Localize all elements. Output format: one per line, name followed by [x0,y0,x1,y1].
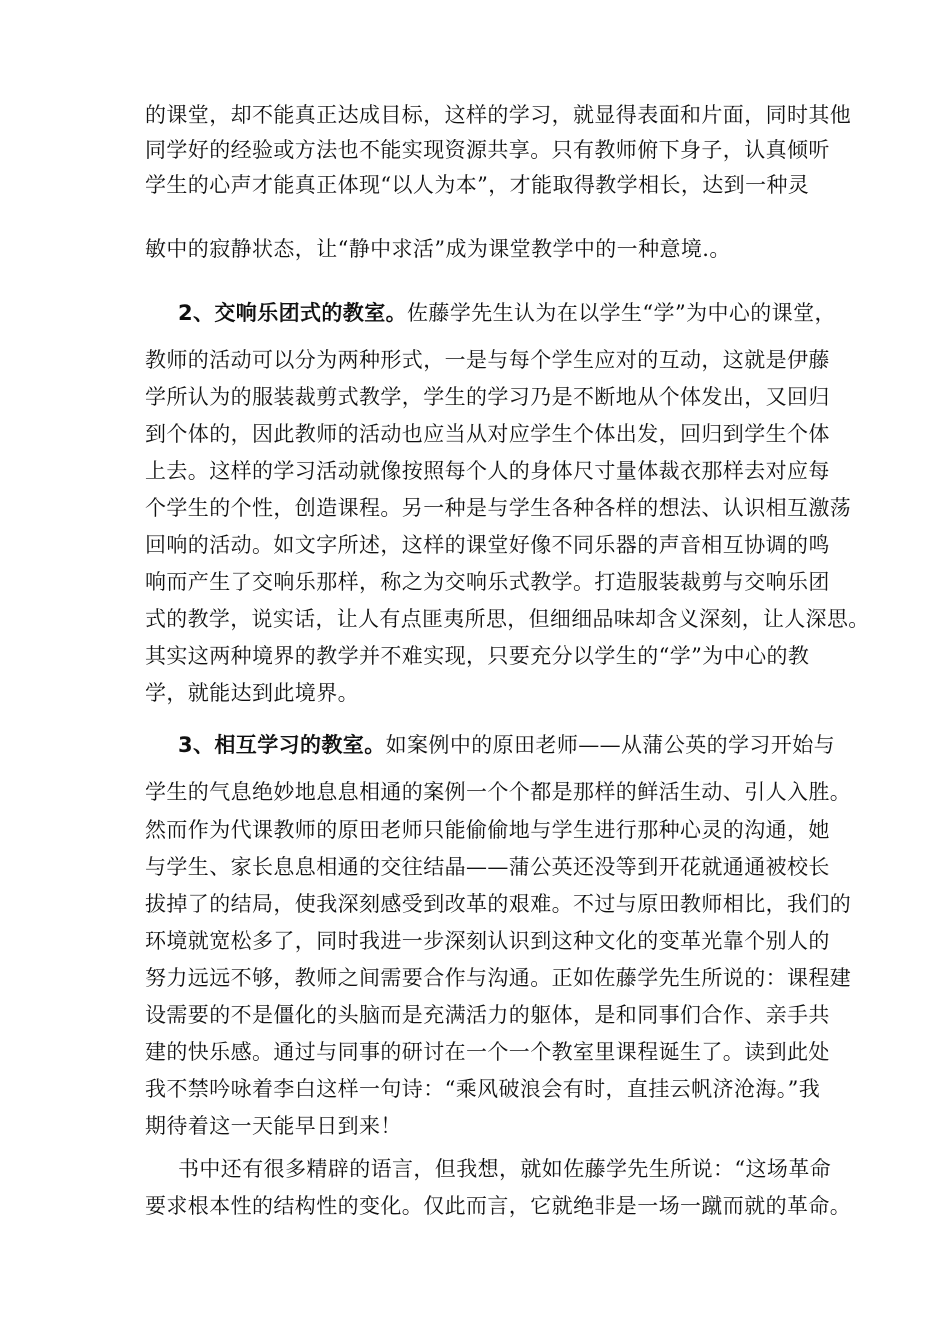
text-line: 努力远远不够，教师之间需要合作与沟通。正如佐藤学先生所说的：课程建 [145,966,852,990]
text-line: 的课堂，却不能真正达成目标，这样的学习，就显得表面和片面，同时其他 [145,103,852,127]
text-line: 学生的气息绝妙地息息相通的案例一个个都是那样的鲜活生动、引人入胜。 [145,780,852,804]
text-line: 敏中的寂静状态，让“静中求活”成为课堂教学中的一种意境.。 [145,237,731,261]
text-line: 学所认为的服装裁剪式教学，学生的学习乃是不断地从个体发出，又回归 [145,385,830,409]
text-line: 其实这两种境界的教学并不难实现，只要充分以学生的“学”为中心的教 [145,644,810,668]
text-line: 要求根本性的结构性的变化。仅此而言，它就绝非是一场一蹴而就的革命。 [145,1194,852,1218]
text-line: 设需要的不是僵化的头脑而是充满活力的躯体，是和同事们合作、亲手共 [145,1003,830,1027]
text-line: 上去。这样的学习活动就像按照每个人的身体尺寸量体裁衣那样去对应每 [145,459,830,483]
text-line: 教师的活动可以分为两种形式，一是与每个学生应对的互动，这就是伊藤 [145,348,830,372]
text-line: 期待着这一天能早日到来！ [145,1114,402,1138]
text-line: 学生的心声才能真正体现“以人为本”，才能取得教学相长，达到一种灵 [145,173,810,197]
section-heading: 3、相互学习的教室。 [178,733,386,757]
text-line: 式的教学，说实话，让人有点匪夷所思，但细细品味却含义深刻，让人深思。 [145,607,870,631]
section-heading-line [178,298,836,328]
text-span: 如案例中的原田老师——从蒲公英的学习开始与 [385,733,836,757]
text-line: 同学好的经验或方法也不能实现资源共享。只有教师俯下身子，认真倾听 [145,138,830,162]
section-heading-line [178,730,835,760]
text-line: 与学生、家长息息相通的交往结晶——蒲公英还没等到开花就通通被校长 [145,855,830,879]
text-line: 建的快乐感。通过与同事的研讨在一个一个教室里课程诞生了。读到此处 [145,1040,830,1064]
text-line: 到个体的，因此教师的活动也应当从对应学生个体出发，回归到学生个体 [145,422,830,446]
text-line: 我不禁吟咏着李白这样一句诗：“乘风破浪会有时，直挂云帆济沧海。”我 [145,1077,821,1101]
text-line: 学，就能达到此境界。 [145,681,359,705]
text-line: 个学生的个性，创造课程。另一种是与学生各种各样的想法、认识相互激荡 [145,496,852,520]
text-line: 书中还有很多精辟的语言，但我想，就如佐藤学先生所说：“这场革命 [178,1157,832,1181]
text-line: 响而产生了交响乐那样，称之为交响乐式教学。打造服装裁剪与交响乐团 [145,570,830,594]
section-heading: 2、交响乐团式的教室。 [178,301,408,325]
text-line: 环境就宽松多了，同时我进一步深刻认识到这种文化的变革光靠个别人的 [145,929,830,953]
text-line: 回响的活动。如文字所述，这样的课堂好像不同乐器的声音相互协调的鸣 [145,533,830,557]
text-span: 佐藤学先生认为在以学生“学”为中心的课堂， [407,301,836,325]
text-line: 然而作为代课教师的原田老师只能偷偷地与学生进行那种心灵的沟通，她 [145,818,830,842]
text-line: 拔掉了的结局，使我深刻感受到改革的艰难。不过与原田教师相比，我们的 [145,892,852,916]
